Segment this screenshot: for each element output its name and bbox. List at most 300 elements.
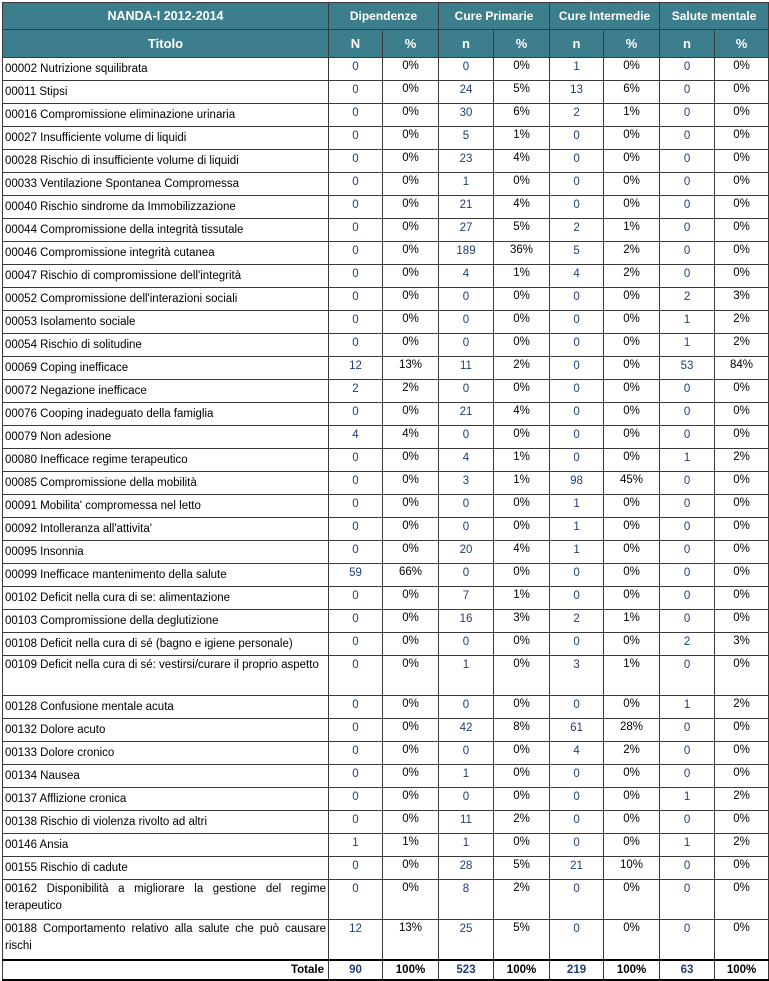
row-title: 00146 Ansia bbox=[3, 834, 329, 857]
percent-cell: 66% bbox=[383, 564, 439, 587]
percent-cell: 0% bbox=[604, 173, 660, 196]
percent-cell: 0% bbox=[494, 518, 550, 541]
count-cell: 0 bbox=[660, 81, 715, 104]
count-cell: 1 bbox=[660, 449, 715, 472]
count-cell: 98 bbox=[550, 472, 604, 495]
count-cell: 0 bbox=[329, 150, 383, 173]
count-cell: 1 bbox=[660, 788, 715, 811]
percent-cell: 6% bbox=[494, 104, 550, 127]
table-row bbox=[3, 880, 769, 920]
percent-cell: 0% bbox=[604, 880, 660, 920]
percent-cell: 0% bbox=[715, 127, 769, 150]
percent-cell: 0% bbox=[604, 765, 660, 788]
percent-cell: 0% bbox=[383, 58, 439, 81]
count-cell: 1 bbox=[329, 834, 383, 857]
row-title: 00052 Compromissione dell'interazioni sociali bbox=[3, 288, 329, 311]
count-cell: 30 bbox=[439, 104, 494, 127]
row-title: 00132 Dolore acuto bbox=[3, 719, 329, 742]
count-cell: 0 bbox=[329, 311, 383, 334]
count-cell: 0 bbox=[329, 495, 383, 518]
percent-cell: 1% bbox=[604, 219, 660, 242]
count-cell: 16 bbox=[439, 610, 494, 633]
count-cell: 0 bbox=[660, 719, 715, 742]
percent-cell: 8% bbox=[494, 719, 550, 742]
count-cell: 1 bbox=[439, 834, 494, 857]
percent-cell: 0% bbox=[715, 587, 769, 610]
count-cell: 0 bbox=[329, 518, 383, 541]
percent-cell: 0% bbox=[715, 265, 769, 288]
percent-cell: 0% bbox=[715, 219, 769, 242]
percent-cell: 0% bbox=[604, 920, 660, 961]
count-cell: 0 bbox=[660, 403, 715, 426]
row-title: 00072 Negazione inefficace bbox=[3, 380, 329, 403]
percent-cell: 0% bbox=[715, 150, 769, 173]
percent-cell: 84% bbox=[715, 357, 769, 380]
percent-cell: 0% bbox=[715, 495, 769, 518]
table-row bbox=[3, 150, 769, 173]
row-title: 00099 Inefficace mantenimento della salute bbox=[3, 564, 329, 587]
total-cell: 100% bbox=[383, 960, 439, 980]
count-cell: 0 bbox=[329, 288, 383, 311]
row-title: 00054 Rischio di solitudine bbox=[3, 334, 329, 357]
count-cell: 0 bbox=[550, 380, 604, 403]
count-cell: 0 bbox=[329, 127, 383, 150]
count-cell: 0 bbox=[550, 587, 604, 610]
count-cell: 0 bbox=[660, 104, 715, 127]
percent-cell: 1% bbox=[604, 104, 660, 127]
percent-cell: 2% bbox=[715, 449, 769, 472]
percent-cell: 0% bbox=[604, 518, 660, 541]
row-title: 00028 Rischio di insufficiente volume di liquidi bbox=[3, 150, 329, 173]
percent-cell: 0% bbox=[715, 541, 769, 564]
table-row bbox=[3, 788, 769, 811]
table-row bbox=[3, 357, 769, 380]
table-row bbox=[3, 219, 769, 242]
percent-cell: 0% bbox=[494, 311, 550, 334]
count-cell: 0 bbox=[550, 403, 604, 426]
percent-cell: 0% bbox=[715, 719, 769, 742]
count-cell: 8 bbox=[439, 880, 494, 920]
total-cell: 63 bbox=[660, 960, 715, 980]
count-cell: 0 bbox=[660, 587, 715, 610]
percent-cell: 0% bbox=[604, 150, 660, 173]
table-row bbox=[3, 334, 769, 357]
percent-cell: 0% bbox=[494, 495, 550, 518]
percent-cell: 1% bbox=[494, 587, 550, 610]
row-title: 00108 Deficit nella cura di sé (bagno e igiene personale) bbox=[3, 633, 329, 656]
percent-cell: 0% bbox=[383, 880, 439, 920]
count-cell: 0 bbox=[660, 58, 715, 81]
count-cell: 0 bbox=[550, 357, 604, 380]
count-cell: 0 bbox=[660, 518, 715, 541]
count-cell: 0 bbox=[329, 219, 383, 242]
group-dipendenze: Dipendenze bbox=[329, 3, 439, 30]
percent-cell: 0% bbox=[383, 742, 439, 765]
percent-cell: 0% bbox=[604, 288, 660, 311]
percent-cell: 0% bbox=[494, 380, 550, 403]
percent-cell: 36% bbox=[494, 242, 550, 265]
total-cell: 100% bbox=[494, 960, 550, 980]
count-cell: 0 bbox=[439, 380, 494, 403]
count-cell: 0 bbox=[660, 811, 715, 834]
percent-cell: 0% bbox=[383, 403, 439, 426]
table-title: NANDA-I 2012-2014 bbox=[3, 3, 329, 30]
count-cell: 2 bbox=[660, 633, 715, 656]
percent-cell: 2% bbox=[494, 811, 550, 834]
column-header-n: n bbox=[660, 30, 715, 58]
count-cell: 0 bbox=[660, 426, 715, 449]
row-title: 00109 Deficit nella cura di sé: vestirsi/curare il proprio aspetto bbox=[3, 656, 329, 696]
percent-cell: 2% bbox=[715, 334, 769, 357]
percent-cell: 0% bbox=[604, 380, 660, 403]
percent-cell: 0% bbox=[604, 541, 660, 564]
count-cell: 21 bbox=[550, 857, 604, 880]
percent-cell: 0% bbox=[715, 472, 769, 495]
count-cell: 3 bbox=[550, 656, 604, 696]
count-cell: 0 bbox=[329, 857, 383, 880]
count-cell: 0 bbox=[660, 242, 715, 265]
percent-cell: 0% bbox=[494, 633, 550, 656]
percent-cell: 5% bbox=[494, 219, 550, 242]
count-cell: 0 bbox=[550, 334, 604, 357]
table-row bbox=[3, 920, 769, 961]
percent-cell: 3% bbox=[715, 633, 769, 656]
table-row bbox=[3, 742, 769, 765]
count-cell: 0 bbox=[439, 696, 494, 719]
row-title: 00095 Insonnia bbox=[3, 541, 329, 564]
table-row bbox=[3, 857, 769, 880]
table-row bbox=[3, 610, 769, 633]
count-cell: 0 bbox=[660, 564, 715, 587]
table-row bbox=[3, 696, 769, 719]
count-cell: 2 bbox=[550, 610, 604, 633]
percent-cell: 0% bbox=[715, 196, 769, 219]
count-cell: 24 bbox=[439, 81, 494, 104]
percent-cell: 0% bbox=[383, 696, 439, 719]
percent-cell: 0% bbox=[715, 242, 769, 265]
count-cell: 2 bbox=[550, 219, 604, 242]
count-cell: 0 bbox=[550, 880, 604, 920]
table-row bbox=[3, 58, 769, 81]
count-cell: 0 bbox=[329, 541, 383, 564]
percent-cell: 10% bbox=[604, 857, 660, 880]
count-cell: 0 bbox=[329, 696, 383, 719]
count-cell: 0 bbox=[439, 288, 494, 311]
count-cell: 27 bbox=[439, 219, 494, 242]
row-title: 00046 Compromissione integrità cutanea bbox=[3, 242, 329, 265]
table-row bbox=[3, 127, 769, 150]
count-cell: 0 bbox=[329, 334, 383, 357]
table-row bbox=[3, 633, 769, 656]
count-cell: 0 bbox=[329, 656, 383, 696]
column-header-n: n bbox=[550, 30, 604, 58]
count-cell: 5 bbox=[550, 242, 604, 265]
count-cell: 0 bbox=[660, 380, 715, 403]
count-cell: 59 bbox=[329, 564, 383, 587]
table-row bbox=[3, 196, 769, 219]
table-row bbox=[3, 765, 769, 788]
row-title: 00085 Compromissione della mobilità bbox=[3, 472, 329, 495]
percent-cell: 4% bbox=[494, 403, 550, 426]
percent-cell: 0% bbox=[383, 127, 439, 150]
count-cell: 3 bbox=[439, 472, 494, 495]
count-cell: 0 bbox=[550, 311, 604, 334]
table-body bbox=[3, 58, 769, 961]
row-title: 00162 Disponibilità a migliorare la gestione del regime terapeutico bbox=[3, 880, 329, 920]
table-row bbox=[3, 656, 769, 696]
percent-cell: 5% bbox=[494, 857, 550, 880]
percent-cell: 0% bbox=[715, 564, 769, 587]
count-cell: 25 bbox=[439, 920, 494, 961]
count-cell: 0 bbox=[660, 472, 715, 495]
count-cell: 0 bbox=[329, 265, 383, 288]
count-cell: 0 bbox=[329, 81, 383, 104]
percent-cell: 0% bbox=[383, 656, 439, 696]
percent-cell: 0% bbox=[383, 857, 439, 880]
percent-cell: 1% bbox=[604, 656, 660, 696]
count-cell: 0 bbox=[329, 587, 383, 610]
percent-cell: 0% bbox=[715, 610, 769, 633]
percent-cell: 0% bbox=[494, 788, 550, 811]
percent-cell: 0% bbox=[604, 811, 660, 834]
row-title: 00047 Rischio di compromissione dell'integrità bbox=[3, 265, 329, 288]
count-cell: 0 bbox=[329, 742, 383, 765]
row-title: 00138 Rischio di violenza rivolto ad altri bbox=[3, 811, 329, 834]
percent-cell: 0% bbox=[715, 765, 769, 788]
percent-cell: 5% bbox=[494, 920, 550, 961]
row-title: 00069 Coping inefficace bbox=[3, 357, 329, 380]
count-cell: 2 bbox=[329, 380, 383, 403]
table-row bbox=[3, 472, 769, 495]
row-title: 00033 Ventilazione Spontanea Compromessa bbox=[3, 173, 329, 196]
table-row bbox=[3, 811, 769, 834]
count-cell: 0 bbox=[550, 696, 604, 719]
count-cell: 4 bbox=[329, 426, 383, 449]
count-cell: 0 bbox=[329, 880, 383, 920]
count-cell: 0 bbox=[660, 742, 715, 765]
table-row bbox=[3, 81, 769, 104]
count-cell: 61 bbox=[550, 719, 604, 742]
count-cell: 0 bbox=[329, 719, 383, 742]
percent-cell: 4% bbox=[494, 196, 550, 219]
percent-cell: 0% bbox=[715, 104, 769, 127]
count-cell: 1 bbox=[550, 58, 604, 81]
percent-cell: 1% bbox=[494, 472, 550, 495]
percent-cell: 0% bbox=[715, 811, 769, 834]
percent-cell: 0% bbox=[494, 334, 550, 357]
count-cell: 0 bbox=[660, 219, 715, 242]
percent-cell: 13% bbox=[383, 920, 439, 961]
table-row bbox=[3, 288, 769, 311]
percent-cell: 0% bbox=[604, 564, 660, 587]
count-cell: 0 bbox=[329, 811, 383, 834]
count-cell: 1 bbox=[660, 696, 715, 719]
percent-cell: 0% bbox=[715, 403, 769, 426]
total-cell: 90 bbox=[329, 960, 383, 980]
column-header-pct: % bbox=[604, 30, 660, 58]
percent-cell: 45% bbox=[604, 472, 660, 495]
percent-cell: 3% bbox=[494, 610, 550, 633]
percent-cell: 2% bbox=[604, 265, 660, 288]
percent-cell: 0% bbox=[715, 58, 769, 81]
table-row bbox=[3, 541, 769, 564]
count-cell: 4 bbox=[439, 449, 494, 472]
row-title: 00040 Rischio sindrome da Immobilizzazione bbox=[3, 196, 329, 219]
count-cell: 0 bbox=[439, 311, 494, 334]
table-row bbox=[3, 587, 769, 610]
row-title: 00011 Stipsi bbox=[3, 81, 329, 104]
column-header-pct: % bbox=[715, 30, 769, 58]
percent-cell: 0% bbox=[715, 742, 769, 765]
percent-cell: 0% bbox=[715, 920, 769, 961]
table-row bbox=[3, 518, 769, 541]
table-row bbox=[3, 426, 769, 449]
count-cell: 0 bbox=[439, 58, 494, 81]
column-header-n: N bbox=[329, 30, 383, 58]
row-title: 00102 Deficit nella cura di se: alimentazione bbox=[3, 587, 329, 610]
percent-cell: 0% bbox=[715, 81, 769, 104]
count-cell: 0 bbox=[329, 242, 383, 265]
percent-cell: 0% bbox=[383, 334, 439, 357]
percent-cell: 0% bbox=[383, 150, 439, 173]
count-cell: 0 bbox=[550, 811, 604, 834]
count-cell: 0 bbox=[660, 920, 715, 961]
percent-cell: 0% bbox=[604, 426, 660, 449]
count-cell: 0 bbox=[550, 449, 604, 472]
count-cell: 0 bbox=[550, 788, 604, 811]
percent-cell: 2% bbox=[715, 696, 769, 719]
count-cell: 0 bbox=[329, 403, 383, 426]
column-header-pct: % bbox=[383, 30, 439, 58]
percent-cell: 0% bbox=[604, 334, 660, 357]
percent-cell: 0% bbox=[383, 472, 439, 495]
percent-cell: 1% bbox=[604, 610, 660, 633]
percent-cell: 0% bbox=[383, 219, 439, 242]
total-label: Totale bbox=[3, 960, 329, 980]
percent-cell: 6% bbox=[604, 81, 660, 104]
count-cell: 0 bbox=[550, 173, 604, 196]
percent-cell: 0% bbox=[604, 587, 660, 610]
total-row bbox=[3, 960, 769, 980]
count-cell: 0 bbox=[660, 196, 715, 219]
count-cell: 1 bbox=[550, 518, 604, 541]
count-cell: 0 bbox=[660, 610, 715, 633]
count-cell: 4 bbox=[550, 742, 604, 765]
row-title: 00188 Comportamento relativo alla salute che può causare rischi bbox=[3, 920, 329, 961]
count-cell: 0 bbox=[439, 742, 494, 765]
count-cell: 11 bbox=[439, 357, 494, 380]
table-row bbox=[3, 173, 769, 196]
column-header-titolo: Titolo bbox=[3, 30, 329, 58]
count-cell: 0 bbox=[439, 564, 494, 587]
count-cell: 12 bbox=[329, 920, 383, 961]
count-cell: 1 bbox=[660, 334, 715, 357]
percent-cell: 0% bbox=[715, 880, 769, 920]
percent-cell: 13% bbox=[383, 357, 439, 380]
count-cell: 1 bbox=[660, 311, 715, 334]
percent-cell: 0% bbox=[383, 719, 439, 742]
percent-cell: 0% bbox=[604, 357, 660, 380]
count-cell: 4 bbox=[439, 265, 494, 288]
count-cell: 0 bbox=[660, 127, 715, 150]
row-title: 00128 Confusione mentale acuta bbox=[3, 696, 329, 719]
percent-cell: 0% bbox=[604, 403, 660, 426]
total-cell: 219 bbox=[550, 960, 604, 980]
count-cell: 0 bbox=[550, 834, 604, 857]
count-cell: 0 bbox=[660, 656, 715, 696]
count-cell: 1 bbox=[660, 834, 715, 857]
group-cure-intermedie: Cure Intermedie bbox=[550, 3, 660, 30]
percent-cell: 1% bbox=[383, 834, 439, 857]
total-cell: 100% bbox=[715, 960, 769, 980]
count-cell: 11 bbox=[439, 811, 494, 834]
percent-cell: 0% bbox=[494, 173, 550, 196]
count-cell: 0 bbox=[550, 920, 604, 961]
percent-cell: 0% bbox=[383, 788, 439, 811]
table-row bbox=[3, 242, 769, 265]
percent-cell: 28% bbox=[604, 719, 660, 742]
row-title: 00027 Insufficiente volume di liquidi bbox=[3, 127, 329, 150]
count-cell: 0 bbox=[439, 495, 494, 518]
percent-cell: 0% bbox=[383, 288, 439, 311]
row-title: 00002 Nutrizione squilibrata bbox=[3, 58, 329, 81]
percent-cell: 0% bbox=[383, 81, 439, 104]
percent-cell: 0% bbox=[715, 857, 769, 880]
percent-cell: 0% bbox=[494, 696, 550, 719]
percent-cell: 0% bbox=[604, 633, 660, 656]
count-cell: 0 bbox=[660, 765, 715, 788]
percent-cell: 2% bbox=[494, 880, 550, 920]
percent-cell: 0% bbox=[494, 742, 550, 765]
count-cell: 20 bbox=[439, 541, 494, 564]
percent-cell: 1% bbox=[494, 127, 550, 150]
count-cell: 0 bbox=[550, 564, 604, 587]
percent-cell: 5% bbox=[494, 81, 550, 104]
table-row bbox=[3, 104, 769, 127]
count-cell: 2 bbox=[550, 104, 604, 127]
percent-cell: 0% bbox=[715, 656, 769, 696]
count-cell: 0 bbox=[550, 426, 604, 449]
percent-cell: 0% bbox=[383, 610, 439, 633]
header-row-groups bbox=[3, 3, 769, 30]
percent-cell: 0% bbox=[383, 633, 439, 656]
percent-cell: 1% bbox=[494, 265, 550, 288]
table-row bbox=[3, 834, 769, 857]
count-cell: 53 bbox=[660, 357, 715, 380]
count-cell: 21 bbox=[439, 403, 494, 426]
table-row bbox=[3, 380, 769, 403]
table-row bbox=[3, 495, 769, 518]
percent-cell: 0% bbox=[383, 811, 439, 834]
count-cell: 1 bbox=[550, 495, 604, 518]
count-cell: 0 bbox=[329, 104, 383, 127]
count-cell: 42 bbox=[439, 719, 494, 742]
table-row bbox=[3, 449, 769, 472]
percent-cell: 0% bbox=[604, 127, 660, 150]
count-cell: 0 bbox=[329, 449, 383, 472]
count-cell: 0 bbox=[550, 150, 604, 173]
row-title: 00044 Compromissione della integrità tissutale bbox=[3, 219, 329, 242]
row-title: 00079 Non adesione bbox=[3, 426, 329, 449]
percent-cell: 0% bbox=[494, 564, 550, 587]
count-cell: 0 bbox=[660, 541, 715, 564]
count-cell: 1 bbox=[439, 173, 494, 196]
count-cell: 0 bbox=[660, 173, 715, 196]
percent-cell: 0% bbox=[715, 173, 769, 196]
percent-cell: 0% bbox=[383, 541, 439, 564]
percent-cell: 4% bbox=[494, 150, 550, 173]
count-cell: 0 bbox=[660, 495, 715, 518]
